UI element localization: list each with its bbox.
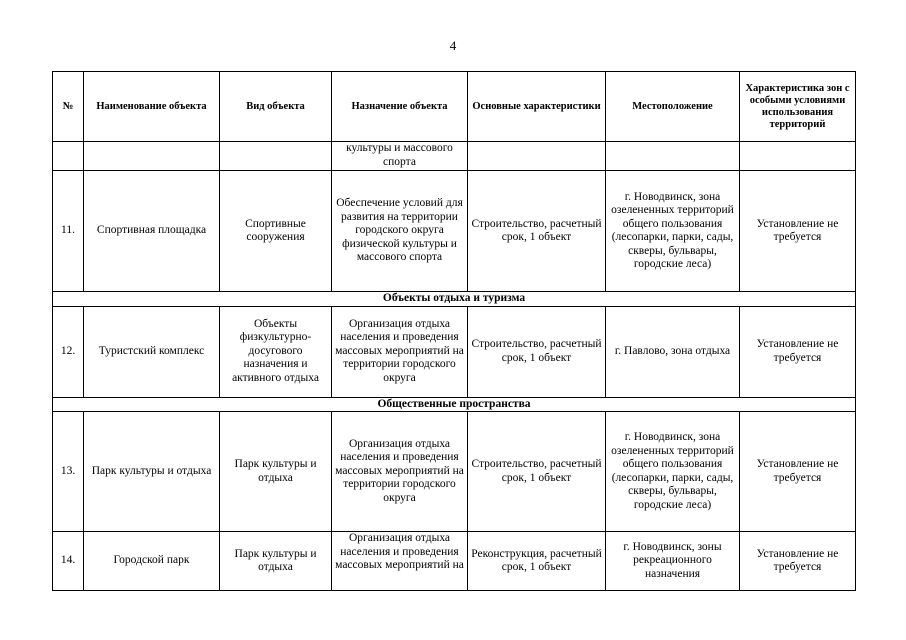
header-zones: Характеристика зон с особыми условиями использования территорий xyxy=(740,72,856,142)
table-cell xyxy=(740,142,856,171)
table-cell-number: 13. xyxy=(53,412,84,532)
table-row-13 xyxy=(53,412,856,532)
table-cell xyxy=(220,142,332,171)
header-row xyxy=(53,72,856,142)
section-title: Общественные пространства xyxy=(53,397,856,412)
table-cell-location: г. Новодвинск, зона озелененных территорий общего пользования (лесопарки, парки, сады, скверы, бульвары, городские леса) xyxy=(606,171,740,292)
header-kind: Вид объекта xyxy=(220,72,332,142)
table-cell-characteristics: Реконструкция, расчетный срок, 1 объект xyxy=(468,532,606,591)
table-cell-purpose: Организация отдыха населения и проведения массовых мероприятий на территории городского округа xyxy=(332,306,468,397)
table-cell-zones: Установление не требуется xyxy=(740,171,856,292)
table-cell-name: Городской парк xyxy=(84,532,220,591)
table-cell xyxy=(606,142,740,171)
header-number: № xyxy=(53,72,84,142)
table-cell-number: 14. xyxy=(53,532,84,591)
table-cell-location: г. Павлово, зона отдыха xyxy=(606,306,740,397)
header-name: Наименование объекта xyxy=(84,72,220,142)
section-row-public-spaces xyxy=(53,397,856,412)
page-number: 4 xyxy=(449,38,457,53)
header-location: Местоположение xyxy=(606,72,740,142)
table-row-12 xyxy=(53,306,856,397)
table-cell-number: 12. xyxy=(53,306,84,397)
objects-table xyxy=(52,71,856,591)
table-row-14 xyxy=(53,532,856,591)
table-row-continuation xyxy=(53,142,856,171)
table-cell xyxy=(468,142,606,171)
table-cell-characteristics: Строительство, расчетный срок, 1 объект xyxy=(468,306,606,397)
table-cell-name: Парк культуры и отдыха xyxy=(84,412,220,532)
table-cell-zones: Установление не требуется xyxy=(740,412,856,532)
table-cell xyxy=(84,142,220,171)
table-cell-purpose: Организация отдыха населения и проведения массовых мероприятий на территории городского округа xyxy=(332,412,468,532)
table-cell-purpose: Обеспечение условий для развития на территории городского округа физической культуры и массового спорта xyxy=(332,171,468,292)
table-cell-zones: Установление не требуется xyxy=(740,306,856,397)
table-cell-purpose: культуры и массового спорта xyxy=(332,142,468,171)
table-cell-name: Спортивная площадка xyxy=(84,171,220,292)
header-characteristics: Основные характеристики xyxy=(468,72,606,142)
table-cell-purpose: Организация отдыха населения и проведения массовых мероприятий на xyxy=(332,532,468,591)
section-row-recreation xyxy=(53,292,856,307)
table-cell-characteristics: Строительство, расчетный срок, 1 объект xyxy=(468,171,606,292)
table-cell-characteristics: Строительство, расчетный срок, 1 объект xyxy=(468,412,606,532)
table-cell-kind: Парк культуры и отдыха xyxy=(220,412,332,532)
table-row-11 xyxy=(53,171,856,292)
table-cell-kind: Объекты физкультурно-досугового назначения и активного отдыха xyxy=(220,306,332,397)
table-cell-location: г. Новодвинск, зона озелененных территорий общего пользования (лесопарки, парки, сады, скверы, бульвары, городские леса) xyxy=(606,412,740,532)
table-cell-name: Туристский комплекс xyxy=(84,306,220,397)
table-cell-kind: Парк культуры и отдыха xyxy=(220,532,332,591)
table-cell-kind: Спортивные сооружения xyxy=(220,171,332,292)
table-cell-number: 11. xyxy=(53,171,84,292)
table-cell xyxy=(53,142,84,171)
header-purpose: Назначение объекта xyxy=(332,72,468,142)
table-cell-zones: Установление не требуется xyxy=(740,532,856,591)
section-title: Объекты отдыха и туризма xyxy=(53,292,856,307)
table-cell-location: г. Новодвинск, зоны рекреационного назначения xyxy=(606,532,740,591)
